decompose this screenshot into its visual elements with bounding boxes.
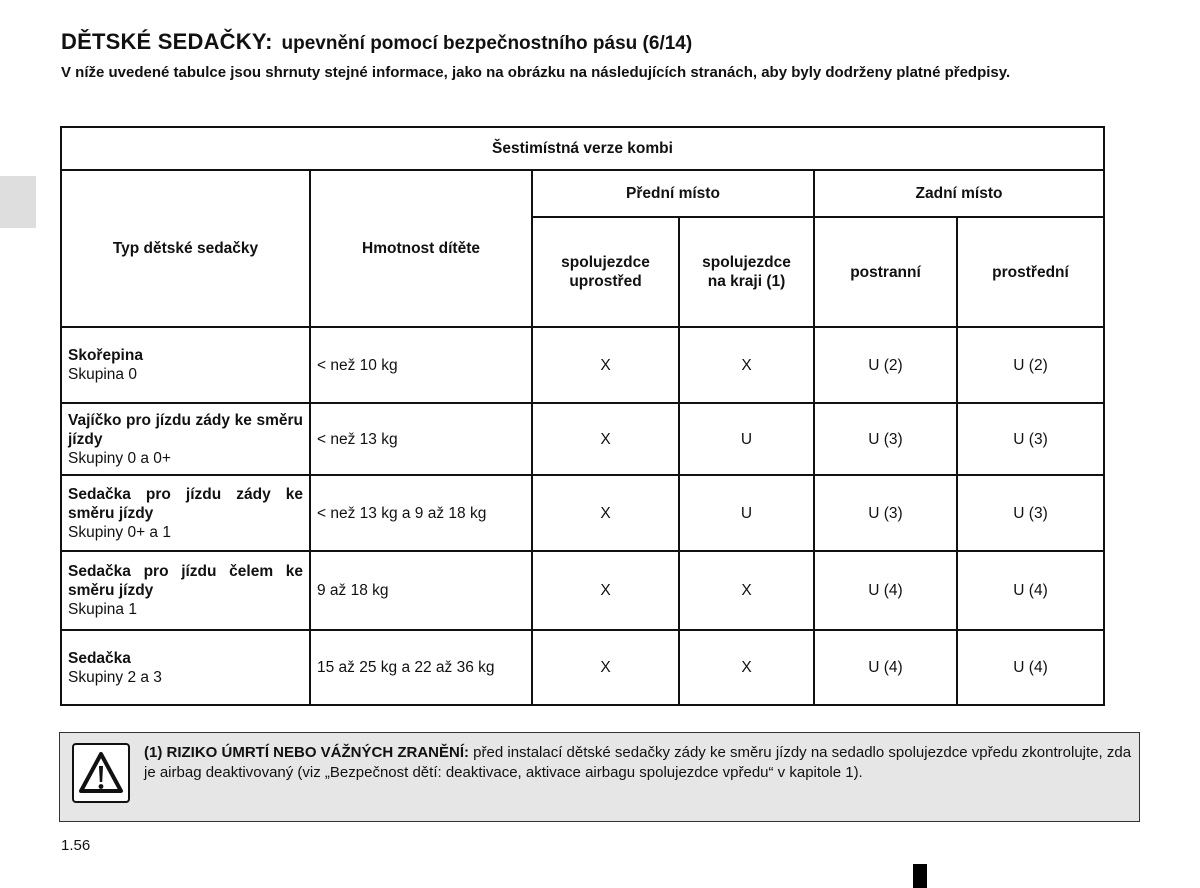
weight-cell: < než 13 kg a 9 až 18 kg (310, 475, 532, 551)
seat-type-group: Skupina 0 (68, 366, 137, 383)
rear-side-cell: U (3) (814, 475, 957, 551)
page-title (61, 20, 692, 57)
seat-type-name: Skořepina (68, 347, 143, 364)
col-group-front: Přední místo (532, 170, 814, 217)
weight-cell: < než 10 kg (310, 327, 532, 403)
page-edge-marker (913, 864, 927, 888)
table-row (61, 475, 1104, 551)
seat-type-group: Skupiny 0+ a 1 (68, 523, 171, 541)
seat-type-cell (61, 630, 310, 705)
child-seat-table (60, 126, 1105, 706)
table-row (61, 403, 1104, 475)
col-header-rear-side: postranní (814, 217, 957, 327)
col-header-front-middle: spolujezdce uprostřed (532, 217, 679, 327)
rear-middle-cell: U (3) (957, 475, 1104, 551)
seat-type-cell (61, 327, 310, 403)
table-row (61, 551, 1104, 630)
rear-side-cell: U (4) (814, 630, 957, 705)
front-middle-cell: X (532, 403, 679, 475)
seat-type-cell (61, 403, 310, 475)
col-group-rear: Zadní místo (814, 170, 1104, 217)
weight-cell: 15 až 25 kg a 22 až 36 kg (310, 630, 532, 705)
rear-side-cell: U (2) (814, 327, 957, 403)
table-row (61, 327, 1104, 403)
intro-text: V níže uvedené tabulce jsou shrnuty stejné informace, jako na obrázku na následujících stranách, aby byly dodrženy platné předpisy. (61, 64, 1011, 81)
col-header-type: Typ dětské sedačky (61, 170, 310, 327)
front-edge-cell: X (679, 551, 814, 630)
seat-type-group: Skupina 1 (68, 601, 137, 618)
front-middle-cell: X (532, 475, 679, 551)
rear-side-cell: U (3) (814, 403, 957, 475)
front-middle-cell: X (532, 630, 679, 705)
front-middle-cell: X (532, 327, 679, 403)
rear-side-cell: U (4) (814, 551, 957, 630)
front-edge-cell: X (679, 327, 814, 403)
warning-triangle-icon (72, 743, 130, 803)
warning-body: před instalací dětské sedačky zády ke směru jízdy na sedadlo spolujezdce vpředu zkontrolujte, zda je airbag deaktivovaný (viz „Bezpečnost dětí: deaktivace, aktivace airbagu spolujezdce vpředu“ v kapitole 1). (144, 744, 1132, 781)
seat-type-name: Sedačka (68, 649, 131, 667)
weight-cell: 9 až 18 kg (310, 551, 532, 630)
warning-box (59, 732, 1140, 822)
seat-type-cell (61, 551, 310, 630)
warning-heading: (1) RIZIKO ÚMRTÍ NEBO VÁŽNÝCH ZRANĚNÍ: (144, 744, 469, 761)
chapter-tab (0, 176, 36, 228)
seat-type-name: Vajíčko pro jízdu zády ke směru jízdy (68, 411, 303, 448)
col-header-weight: Hmotnost dítěte (310, 170, 532, 327)
table-row (61, 630, 1104, 705)
rear-middle-cell: U (4) (957, 551, 1104, 630)
rear-middle-cell: U (2) (957, 327, 1104, 403)
seat-type-name: Sedačka pro jízdu čelem ke směru jízdy (68, 563, 303, 599)
front-middle-cell: X (532, 551, 679, 630)
col-header-front-edge: spolujezdce na kraji (1) (679, 217, 814, 327)
weight-cell: < než 13 kg (310, 403, 532, 475)
page-number: 1.56 (61, 837, 91, 854)
table-caption: Šestimístná verze kombi (61, 127, 1104, 170)
front-edge-cell: U (679, 403, 814, 475)
front-edge-cell: U (679, 475, 814, 551)
page-title-sub: upevnění pomocí bezpečnostního pásu (6/14) (281, 33, 693, 54)
rear-middle-cell: U (4) (957, 630, 1104, 705)
seat-type-group: Skupiny 0 a 0+ (68, 449, 171, 467)
seat-type-group: Skupiny 2 a 3 (68, 668, 162, 686)
seat-type-name: Sedačka pro jízdu zády ke směru jízdy (68, 485, 303, 522)
col-header-rear-middle: prostřední (957, 217, 1104, 327)
seat-type-cell (61, 475, 310, 551)
page-title-main: DĚTSKÉ SEDAČKY: (61, 29, 273, 54)
warning-text (144, 743, 1134, 783)
front-edge-cell: X (679, 630, 814, 705)
rear-middle-cell: U (3) (957, 403, 1104, 475)
